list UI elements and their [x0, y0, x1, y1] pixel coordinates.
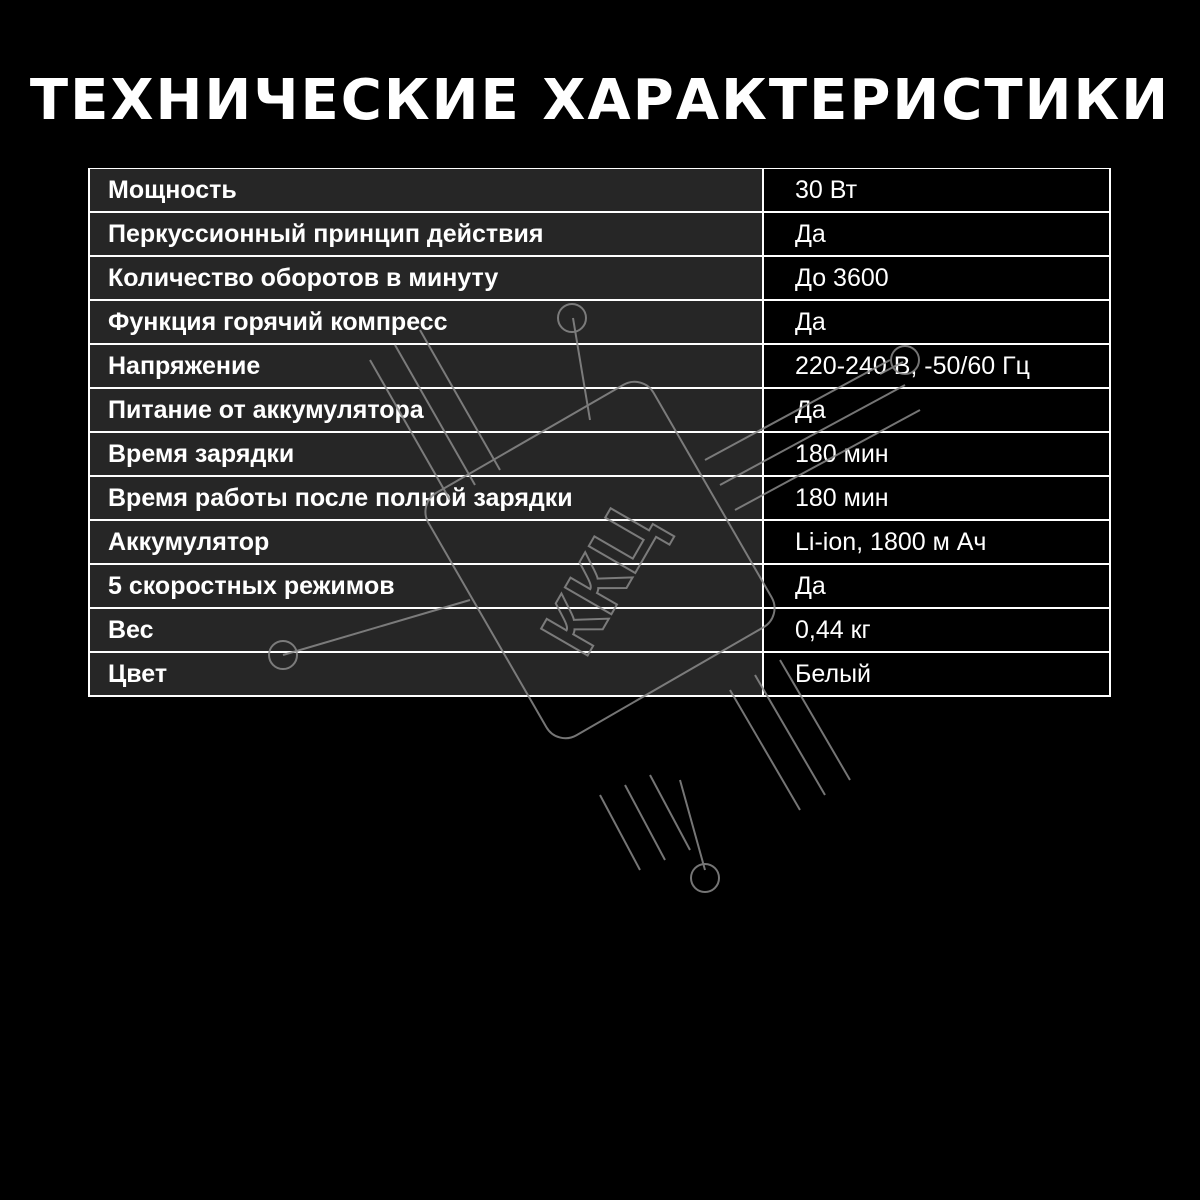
svg-text:ККЦ: ККЦ	[523, 492, 676, 669]
spec-value: 0,44 кг	[763, 608, 1110, 652]
table-row	[89, 608, 1110, 652]
table-row	[89, 256, 1110, 300]
spec-name: Время зарядки	[89, 432, 763, 476]
specs-table	[88, 168, 1111, 697]
spec-value: Белый	[763, 652, 1110, 696]
table-row	[89, 388, 1110, 432]
table-row	[89, 212, 1110, 256]
page-title: ТЕХНИЧЕСКИЕ ХАРАКТЕРИСТИКИ	[29, 68, 1171, 133]
spec-value: 180 мин	[763, 432, 1110, 476]
spec-value: 30 Вт	[763, 169, 1110, 213]
spec-name: Вес	[89, 608, 763, 652]
spec-value: Да	[763, 300, 1110, 344]
spec-value: 220-240 В, -50/60 Гц	[763, 344, 1110, 388]
table-row	[89, 520, 1110, 564]
table-row	[89, 476, 1110, 520]
spec-name: Цвет	[89, 652, 763, 696]
spec-name: Напряжение	[89, 344, 763, 388]
table-row	[89, 564, 1110, 608]
spec-name: Перкуссионный принцип действия	[89, 212, 763, 256]
table-row	[89, 169, 1110, 213]
spec-name: Функция горячий компресс	[89, 300, 763, 344]
spec-name: 5 скоростных режимов	[89, 564, 763, 608]
table-row	[89, 300, 1110, 344]
table-row	[89, 432, 1110, 476]
spec-name: Время работы после полной зарядки	[89, 476, 763, 520]
spec-value: Да	[763, 212, 1110, 256]
table-row	[89, 344, 1110, 388]
table-row	[89, 652, 1110, 696]
spec-name: Питание от аккумулятора	[89, 388, 763, 432]
spec-value: 180 мин	[763, 476, 1110, 520]
spec-value: Да	[763, 388, 1110, 432]
spec-value: Да	[763, 564, 1110, 608]
spec-value: До 3600	[763, 256, 1110, 300]
spec-name: Количество оборотов в минуту	[89, 256, 763, 300]
spec-name: Мощность	[89, 169, 763, 213]
spec-name: Аккумулятор	[89, 520, 763, 564]
spec-value: Li-ion, 1800 м Ач	[763, 520, 1110, 564]
